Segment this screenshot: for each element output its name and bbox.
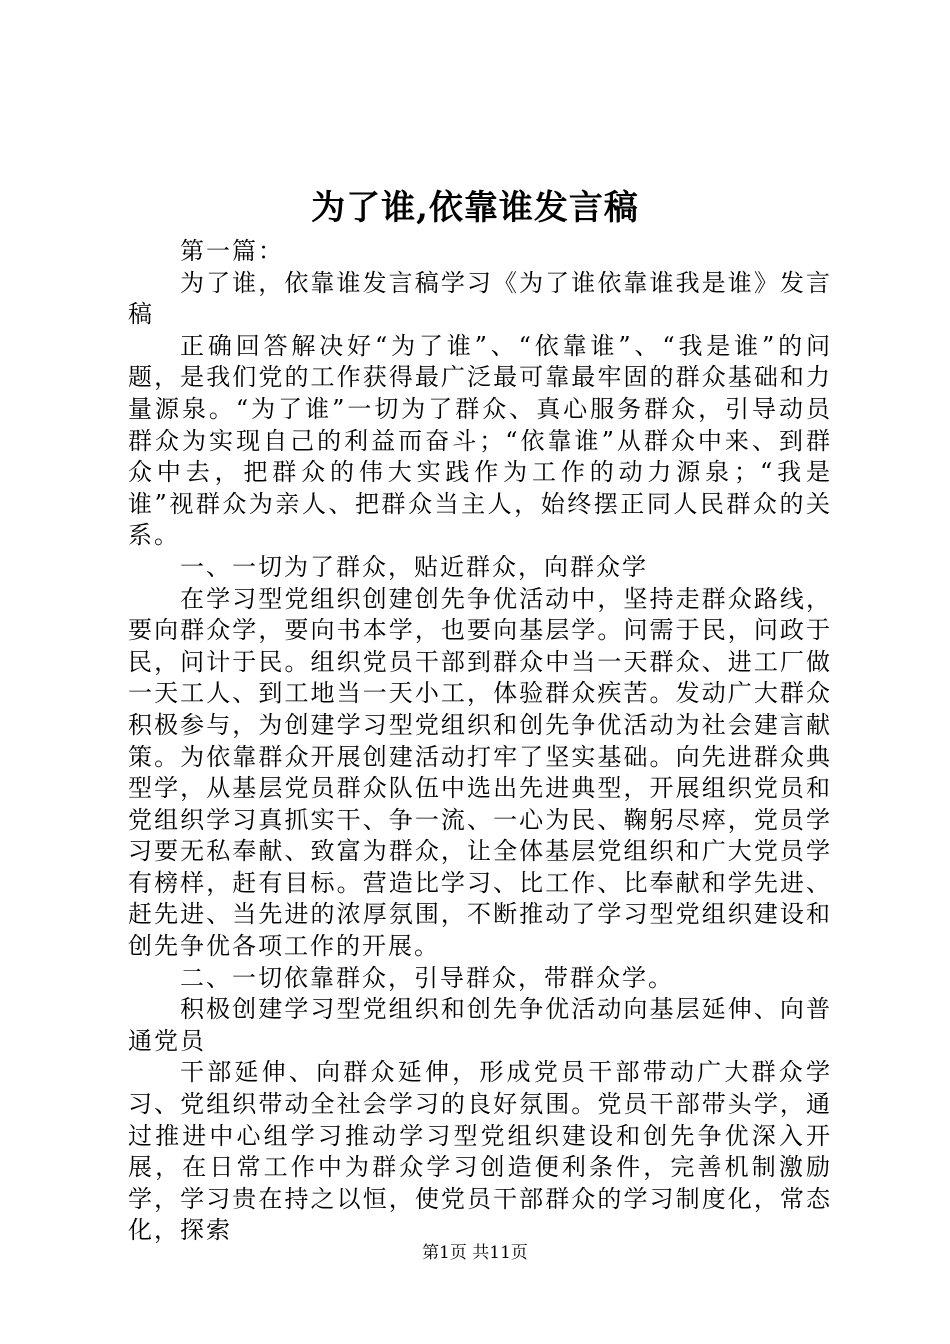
paragraph: 第一篇： [180,237,284,265]
paragraph: 一、一切为了群众，贴近群众，向群众学 [180,552,648,581]
paragraph: 二、一切依靠群众，引导群众，带群众学。 [180,963,674,992]
paragraph: 积极创建学习型党组织和创先争优活动向基层延伸、向普通党员 [128,995,832,1055]
paragraph: 为了谁，依靠谁发言稿学习《为了谁依靠谁我是谁》发言稿 [128,268,832,329]
paragraph: 正确回答解决好“为了谁”、“依靠谁”、“我是谁”的问题，是我们党的工作获得最广泛最可靠最牢固的群众基础和力量源泉。“为了谁”一切为了群众、真心服务群众，引导动员群众为实现自己的利益而奋斗；“依靠谁”从群众中来、到群众中去，把群众的伟大实践作为工作的动力源泉；“我是谁”视群众为亲人、把群众当主人，始终摆正同人民群众的关系。 [128,331,832,550]
document-body [128,236,832,1247]
paragraph: 在学习型党组织创建创先争优活动中，坚持走群众路线，要向群众学，要向书本学，也要向基层学。问需于民，问政于民，问计于民。组织党员干部到群众中当一天群众、进工厂做一天工人、到工地当一天小工，体验群众疾苦。发动广大群众积极参与，为创建学习型党组织和创先争优活动为社会建言献策。为依靠群众开展创建活动打牢了坚实基础。向先进群众典型学，从基层党员群众队伍中选出先进典型，开展组织党员和党组织学习真抓实干、争一流、一心为民、鞠躬尽瘁，党员学习要无私奉献、致富为群众，让全体基层党组织和广大党员学有榜样，赶有目标。营造比学习、比工作、比奉献和学先进、赶先进、当先进的浓厚氛围，不断推动了学习型党组织建设和创先争优各项工作的开展。 [128,584,832,961]
paragraph: 干部延伸、向群众延伸，形成党员干部带动广大群众学习、党组织带动全社会学习的良好氛围。党员干部带头学，通过推进中心组学习推动学习型党组织建设和创先争优深入开展，在日常工作中为群众学习创造便利条件，完善机制激励学，学习贵在持之以恒，使党员干部群众的学习制度化，常态化，探索 [128,1058,832,1245]
document-title: 为了谁,依靠谁发言稿 [311,188,639,228]
page-footer: 第1页 共11页 [422,1243,528,1263]
